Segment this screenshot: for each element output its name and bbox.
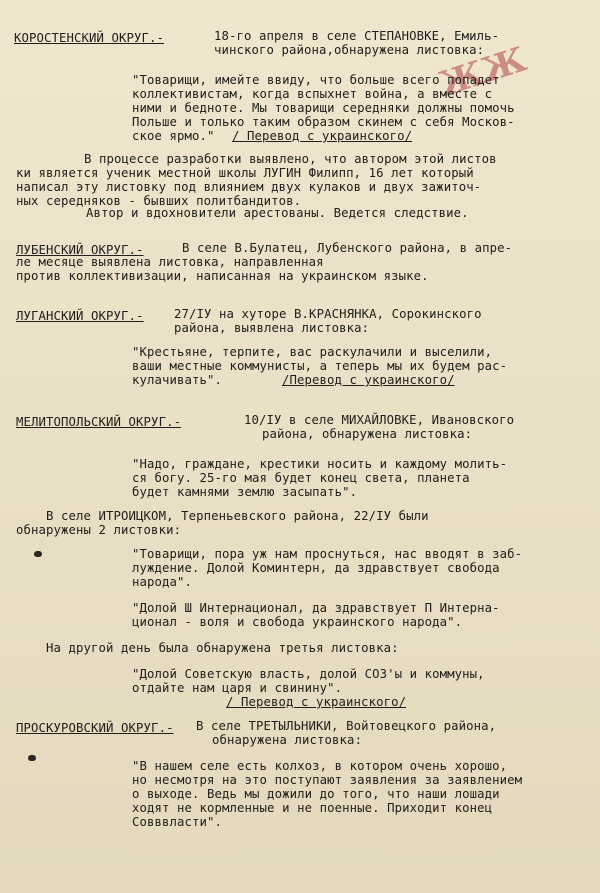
melitopol-para1-2: обнаружены 2 листовки: xyxy=(16,523,182,537)
melitopol-quote2-3: народа". xyxy=(132,575,193,589)
melitopol-para1-1: В селе ИТРОИЦКОМ, Терпеньевского района, 22/IУ были xyxy=(16,509,429,523)
proskurov-okrug-title: ПРОСКУРОВСКИЙ ОКРУГ.- xyxy=(16,721,174,735)
melitopol-quote3-1: "Долой Ш Интернационал, да здравствует П Интерна- xyxy=(132,601,500,615)
korosten-okrug-title: КОРОСТЕНСКИЙ ОКРУГ.- xyxy=(14,31,165,45)
melitopol-line1: 10/IУ в селе МИХАЙЛОВКЕ, Ивановского xyxy=(244,413,515,427)
lubny-okrug-title: ЛУБЕНСКИЙ ОКРУГ.- xyxy=(16,243,144,257)
melitopol-okrug-title: МЕЛИТОПОЛЬСКИЙ ОКРУГ.- xyxy=(16,415,182,429)
lugansk-translation-note: /Перевод с украинского/ xyxy=(282,373,455,387)
korosten-line2: чинского района,обнаружена листовка: xyxy=(214,43,485,57)
korosten-body-5: Автор и вдохновители арестованы. Ведется следствие. xyxy=(56,206,469,220)
melitopol-translation-note: / Перевод с украинского/ xyxy=(226,695,407,709)
lubny-line3: против коллективизации, написанная на украинском языке. xyxy=(16,269,429,283)
proskurov-quote-3: о выходе. Ведь мы дожили до того, что наши лошади xyxy=(132,787,500,801)
korosten-quote-5: ское ярмо." xyxy=(132,129,215,143)
korosten-quote-2: коллективистам, когда вспыхнет война, а вместе с xyxy=(132,87,493,101)
melitopol-quote-3: будет камнями землю засыпать". xyxy=(132,485,358,499)
korosten-body-3: написал эту листовку под влиянием двух кулаков и двух зажиточ- xyxy=(16,180,482,194)
ink-mark xyxy=(28,755,36,761)
korosten-translation-note: / Перевод с украинского/ xyxy=(232,129,413,143)
melitopol-line2: района, обнаружена листовка: xyxy=(262,427,473,441)
proskurov-quote-2: но несмотря на это поступают заявления за заявлением xyxy=(132,773,523,787)
lugansk-okrug-title: ЛУГАНСКИЙ ОКРУГ.- xyxy=(16,309,144,323)
lugansk-quote-3: кулачивать". xyxy=(132,373,223,387)
melitopol-quote2-1: "Товарищи, пора уж нам проснуться, нас вводят в заб- xyxy=(132,547,523,561)
melitopol-quote2-2: луждение. Долой Коминтерн, да здравствует свобода xyxy=(132,561,500,575)
melitopol-quote4-2: отдайте нам царя и свинину". xyxy=(132,681,343,695)
lugansk-line2: района, выявлена листовка: xyxy=(174,321,370,335)
korosten-body-4: ных середняков - бывших политбандитов. xyxy=(16,194,302,208)
proskurov-quote-4: ходят не кормленные и не поенные. Приходит конец xyxy=(132,801,493,815)
lugansk-line1: 27/IУ на хуторе В.КРАСНЯНКА, Сорокинского xyxy=(174,307,482,321)
melitopol-quote4-1: "Долой Советскую власть, долой СОЗ'ы и коммуны, xyxy=(132,667,485,681)
proskurov-line1: В селе ТРЕТЫЛЬНИКИ, Войтовецкого района, xyxy=(196,719,497,733)
korosten-quote-1: "Товарищи, имейте ввиду, что больше всего попадет xyxy=(132,73,500,87)
red-stamp-mark: ЖЖ xyxy=(433,39,532,106)
korosten-line1: 18-го апреля в селе СТЕПАНОВКЕ, Емиль- xyxy=(214,29,500,43)
lubny-line2: ле месяце выявлена листовка, направленная xyxy=(16,255,324,269)
melitopol-quote-2: ся богу. 25-го мая будет конец света, планета xyxy=(132,471,470,485)
lubny-line1: В селе В.Булатец, Лубенского района, в апре- xyxy=(182,241,513,255)
lugansk-quote-2: ваши местные коммунисты, а теперь мы их будем рас- xyxy=(132,359,508,373)
korosten-body-1: В процессе разработки выявлено, что автором этой листов xyxy=(84,152,497,166)
korosten-quote-4: Польше и только таким образом скинем с себя Москов- xyxy=(132,115,515,129)
melitopol-quote3-2: ционал - воля и свобода украинского народа". xyxy=(132,615,463,629)
proskurov-line2: обнаружена листовка: xyxy=(212,733,363,747)
ink-mark xyxy=(34,551,42,557)
melitopol-para2: На другой день была обнаружена третья листовка: xyxy=(16,641,399,655)
proskurov-quote-1: "В нашем селе есть колхоз, в котором очень хорошо, xyxy=(132,759,508,773)
proskurov-quote-5: Совввласти". xyxy=(132,815,223,829)
melitopol-quote-1: "Надо, граждане, крестики носить и каждому молить- xyxy=(132,457,508,471)
korosten-quote-3: ними и бедноте. Мы товарищи середняки должны помочь xyxy=(132,101,515,115)
korosten-body-2: ки является ученик местной школы ЛУГИН Филипп, 16 лет который xyxy=(16,166,474,180)
lugansk-quote-1: "Крестьяне, терпите, вас раскулачили и выселили, xyxy=(132,345,493,359)
